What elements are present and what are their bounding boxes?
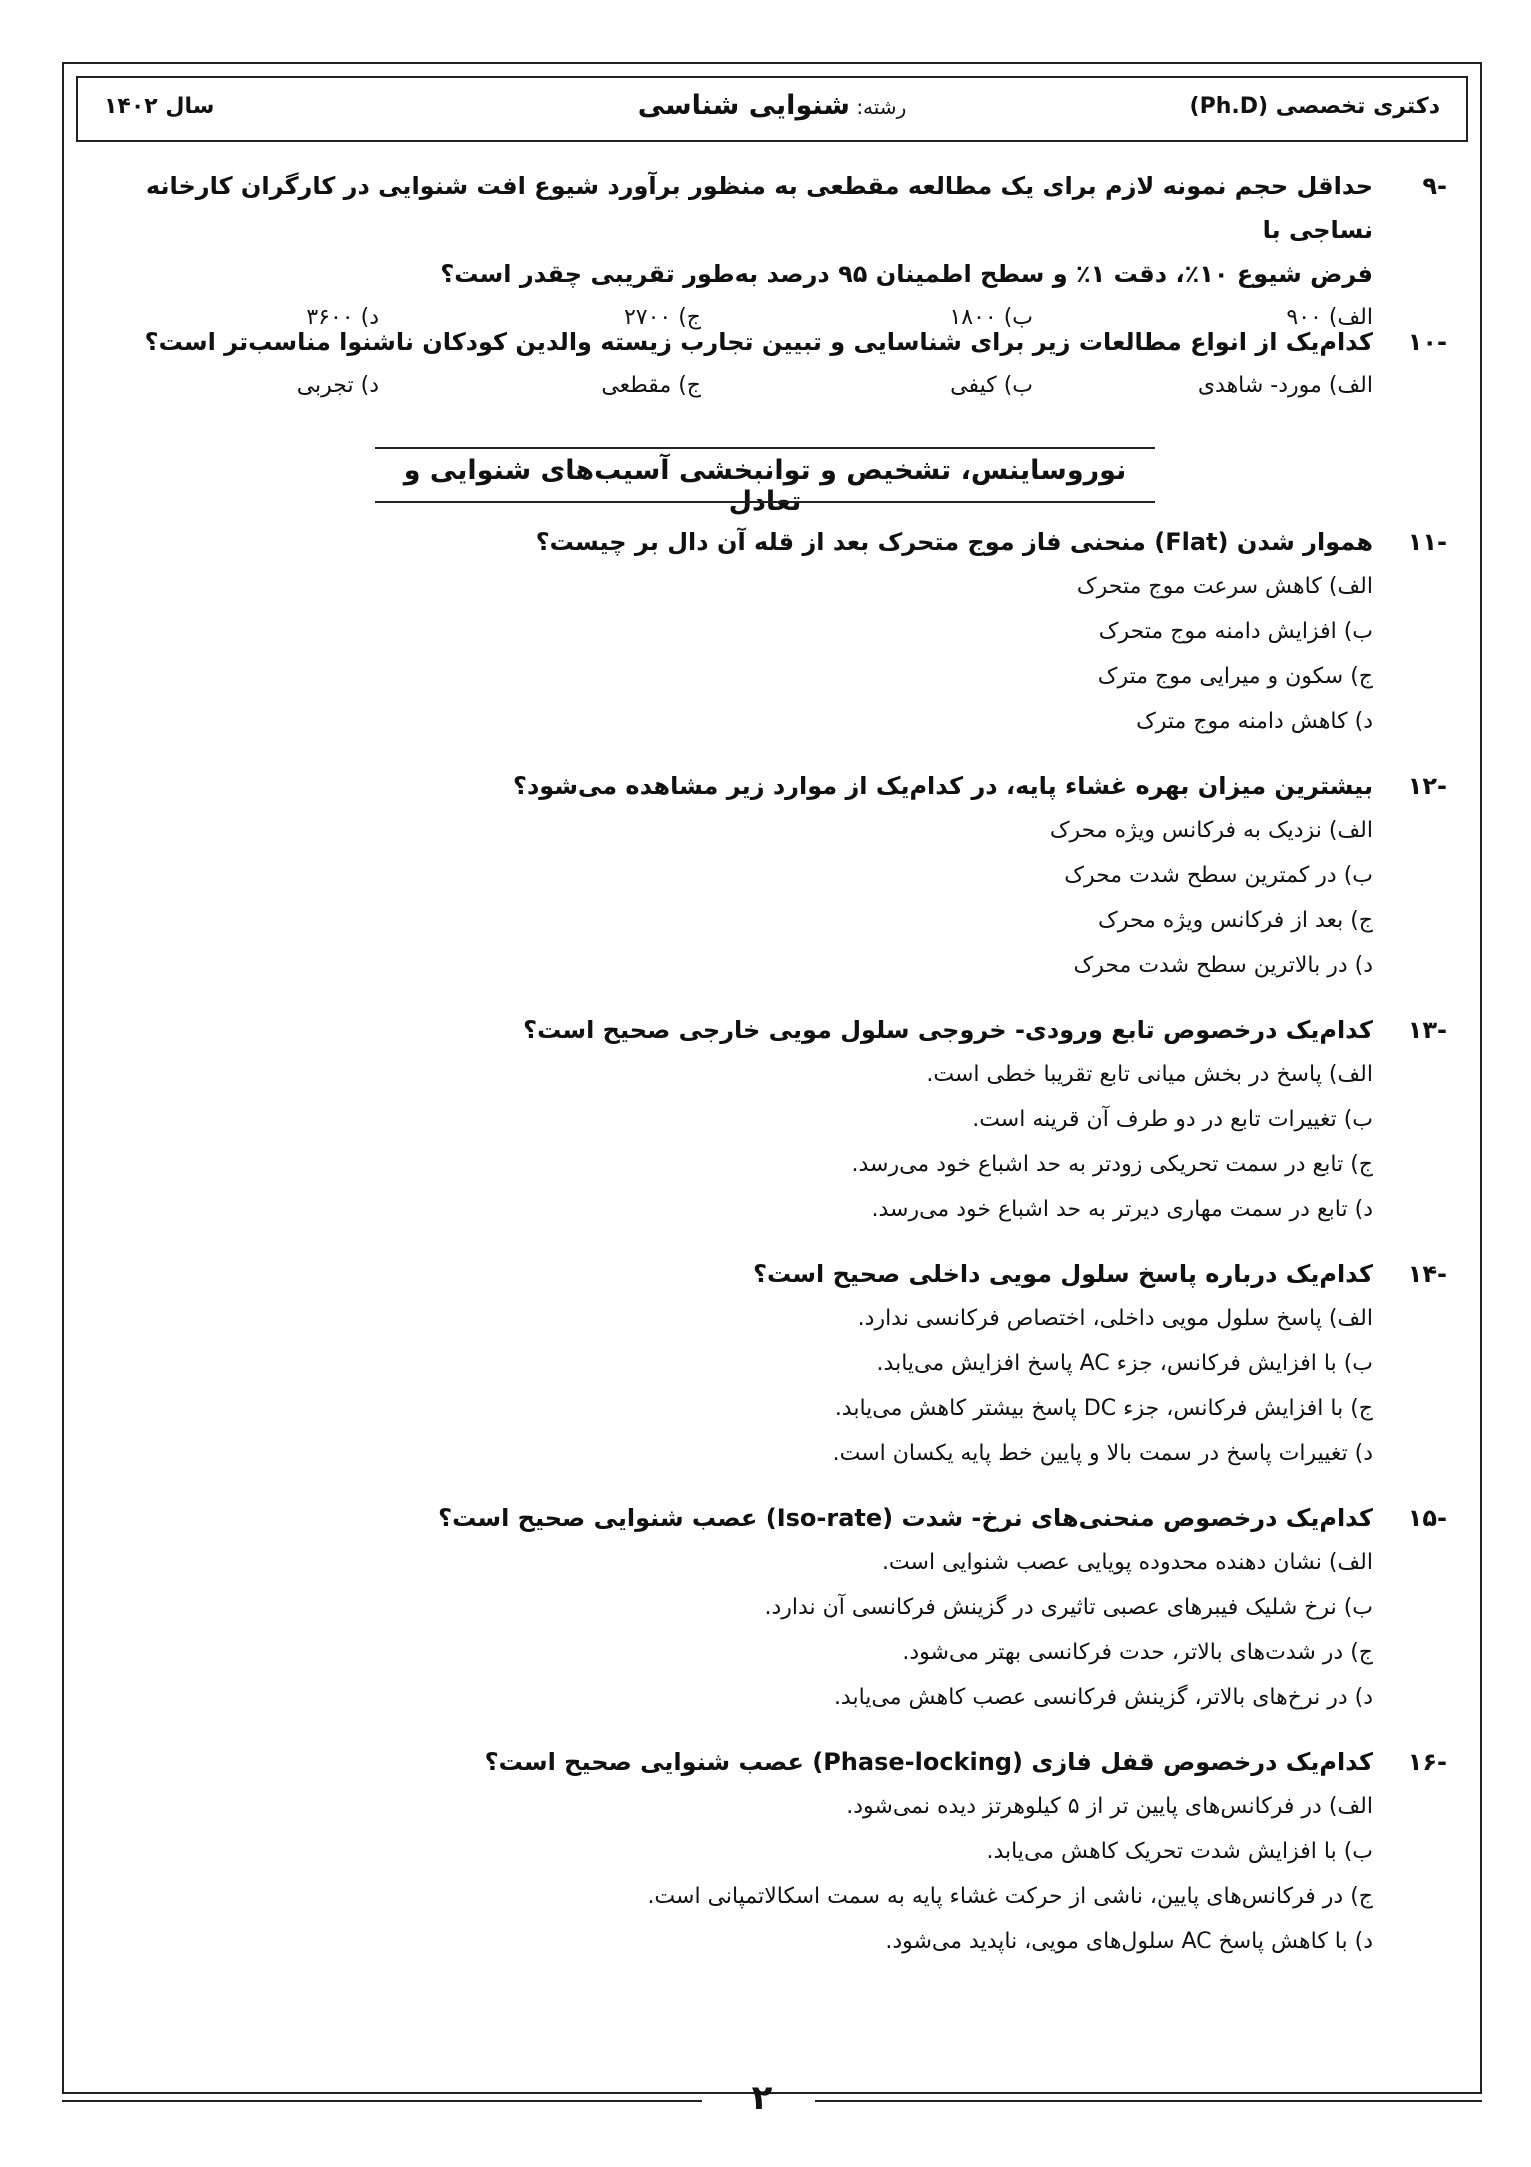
question-number: -۱۳ — [1407, 1016, 1447, 1044]
option-d[interactable]: د) کاهش دامنه موج مترک — [1136, 709, 1373, 734]
option-a[interactable]: الف) پاسخ در بخش میانی تابع تقریبا خطی است. — [926, 1062, 1373, 1087]
question-13 — [67, 1008, 1447, 1232]
option-c[interactable]: ج) با افزایش فرکانس، جزء DC پاسخ بیشتر کاهش می‌یابد. — [834, 1396, 1373, 1421]
option-a[interactable]: الف) نشان دهنده محدوده پویایی عصب شنوایی است. — [881, 1550, 1373, 1575]
option-c[interactable]: ج) تابع در سمت تحریکی زودتر به حد اشباع خود می‌رسد. — [851, 1152, 1373, 1177]
question-12 — [67, 764, 1447, 988]
option-b[interactable]: ب) با افزایش فرکانس، جزء AC پاسخ افزایش می‌یابد. — [876, 1351, 1373, 1376]
footer-divider — [815, 2100, 1482, 2102]
question-text: کدام‌یک درباره پاسخ سلول مویی داخلی صحیح است؟ — [753, 1260, 1373, 1288]
options-list — [67, 1784, 1373, 1964]
question-text: کدام‌یک درخصوص تابع ورودی- خروجی سلول مویی خارجی صحیح است؟ — [523, 1016, 1373, 1044]
section-title: نوروساینس، تشخیص و توانبخشی آسیب‌های شنوایی و تعادل — [403, 455, 1127, 517]
section-heading — [375, 447, 1155, 517]
option-a[interactable]: الف) در فرکانس‌های پایین تر از ۵ کیلوهرتز دیده نمی‌شود. — [846, 1794, 1373, 1819]
option-c[interactable]: ج) در فرکانس‌های پایین، ناشی از حرکت غشاء پایه به سمت اسکالاتمپانی است. — [647, 1884, 1373, 1909]
section-divider — [1127, 447, 1155, 449]
question-text: بیشترین میزان بهره غشاء پایه، در کدام‌یک از موارد زیر مشاهده می‌شود؟ — [513, 772, 1373, 800]
exam-header — [76, 76, 1468, 142]
options-list — [67, 1052, 1373, 1232]
option-b[interactable]: ب) افزایش دامنه موج متحرک — [1098, 619, 1373, 644]
option-b[interactable]: ب) ۱۸۰۰ — [949, 305, 1033, 330]
option-c[interactable]: ج) در شدت‌های بالاتر، حدت فرکانسی بهتر می‌شود. — [902, 1640, 1373, 1665]
question-text: کدام‌یک از انواع مطالعات زیر برای شناسایی و تبیین تجارب زیسته والدین کودکان ناشنوا مناسب‌تر است؟ — [144, 328, 1373, 356]
option-b[interactable]: ب) در کمترین سطح شدت محرک — [1064, 863, 1373, 888]
option-a[interactable]: الف) ۹۰۰ — [1286, 305, 1373, 330]
question-number: -۱۵ — [1407, 1504, 1447, 1532]
option-c[interactable]: ج) سکون و میرایی موج مترک — [1097, 664, 1373, 689]
question-text: کدام‌یک درخصوص منحنی‌های نرخ- شدت (Iso-rate) عصب شنوایی صحیح است؟ — [438, 1504, 1373, 1532]
option-c[interactable]: ج) ۲۷۰۰ — [623, 305, 701, 330]
question-14 — [67, 1252, 1447, 1476]
field-name — [78, 90, 1466, 121]
question-number: -۱۶ — [1407, 1748, 1447, 1776]
field-label: رشته: — [856, 95, 907, 119]
options-row — [67, 364, 1373, 408]
option-d[interactable]: د) تغییرات پاسخ در سمت بالا و پایین خط پایه یکسان است. — [832, 1441, 1373, 1466]
option-b[interactable]: ب) تغییرات تابع در دو طرف آن قرینه است. — [972, 1107, 1373, 1132]
option-a[interactable]: الف) نزدیک به فرکانس ویژه محرک — [1049, 818, 1373, 843]
option-b[interactable]: ب) با افزایش شدت تحریک کاهش می‌یابد. — [986, 1839, 1373, 1864]
question-number: -۹ — [1422, 172, 1447, 200]
option-c[interactable]: ج) مقطعی — [601, 373, 701, 398]
question-text: حداقل حجم نمونه لازم برای یک مطالعه مقطعی به منظور برآورد شیوع افت شنوایی در کارگران کارخانه نساجی با — [145, 172, 1373, 244]
options-list — [67, 1540, 1373, 1720]
question-11 — [67, 520, 1447, 744]
option-d[interactable]: د) تابع در سمت مهاری دیرتر به حد اشباع خود می‌رسد. — [871, 1197, 1373, 1222]
section-divider — [375, 501, 1155, 503]
option-a[interactable]: الف) پاسخ سلول مویی داخلی، اختصاص فرکانسی ندارد. — [857, 1306, 1373, 1331]
option-b[interactable]: ب) کیفی — [950, 373, 1033, 398]
option-d[interactable]: د) در بالاترین سطح شدت محرک — [1073, 953, 1373, 978]
page-number: ۲ — [751, 2078, 773, 2118]
option-a[interactable]: الف) کاهش سرعت موج متحرک — [1076, 574, 1373, 599]
option-c[interactable]: ج) بعد از فرکانس ویژه محرک — [1098, 908, 1373, 933]
options-list — [67, 808, 1373, 988]
option-d[interactable]: د) با کاهش پاسخ AC سلول‌های مویی، ناپدید می‌شود. — [885, 1929, 1373, 1954]
question-15 — [67, 1496, 1447, 1720]
question-text-continued: فرض شیوع ۱۰٪، دقت ۱٪ و سطح اطمینان ۹۵ درصد به‌طور تقریبی چقدر است؟ — [440, 260, 1373, 288]
question-number: -۱۱ — [1407, 528, 1447, 556]
option-b[interactable]: ب) نرخ شلیک فیبرهای عصبی تاثیری در گزینش فرکانسی آن ندارد. — [764, 1595, 1373, 1620]
question-number: -۱۴ — [1407, 1260, 1447, 1288]
field-value: شنوایی شناسی — [637, 90, 850, 121]
question-number: -۱۰ — [1407, 328, 1447, 356]
options-list — [67, 1296, 1373, 1476]
degree-label: دکتری تخصصی (Ph.D) — [1189, 94, 1440, 119]
question-9 — [67, 164, 1447, 340]
option-d[interactable]: د) تجربی — [296, 373, 379, 398]
options-list — [67, 564, 1373, 744]
question-16 — [67, 1740, 1447, 1964]
question-number: -۱۲ — [1407, 772, 1447, 800]
option-d[interactable]: د) در نرخ‌های بالاتر، گزینش فرکانسی عصب کاهش می‌یابد. — [833, 1685, 1373, 1710]
question-text: کدام‌یک درخصوص قفل فازی (Phase-locking) عصب شنوایی صحیح است؟ — [484, 1748, 1373, 1776]
option-d[interactable]: د) ۳۶۰۰ — [306, 305, 379, 330]
option-a[interactable]: الف) مورد- شاهدی — [1197, 373, 1373, 398]
question-text: هموار شدن (Flat) منحنی فاز موج متحرک بعد از قله آن دال بر چیست؟ — [535, 528, 1373, 556]
exam-year: سال ۱۴۰۲ — [104, 94, 215, 119]
question-10 — [67, 320, 1447, 408]
footer-divider — [62, 2100, 702, 2102]
section-divider — [375, 447, 1127, 449]
